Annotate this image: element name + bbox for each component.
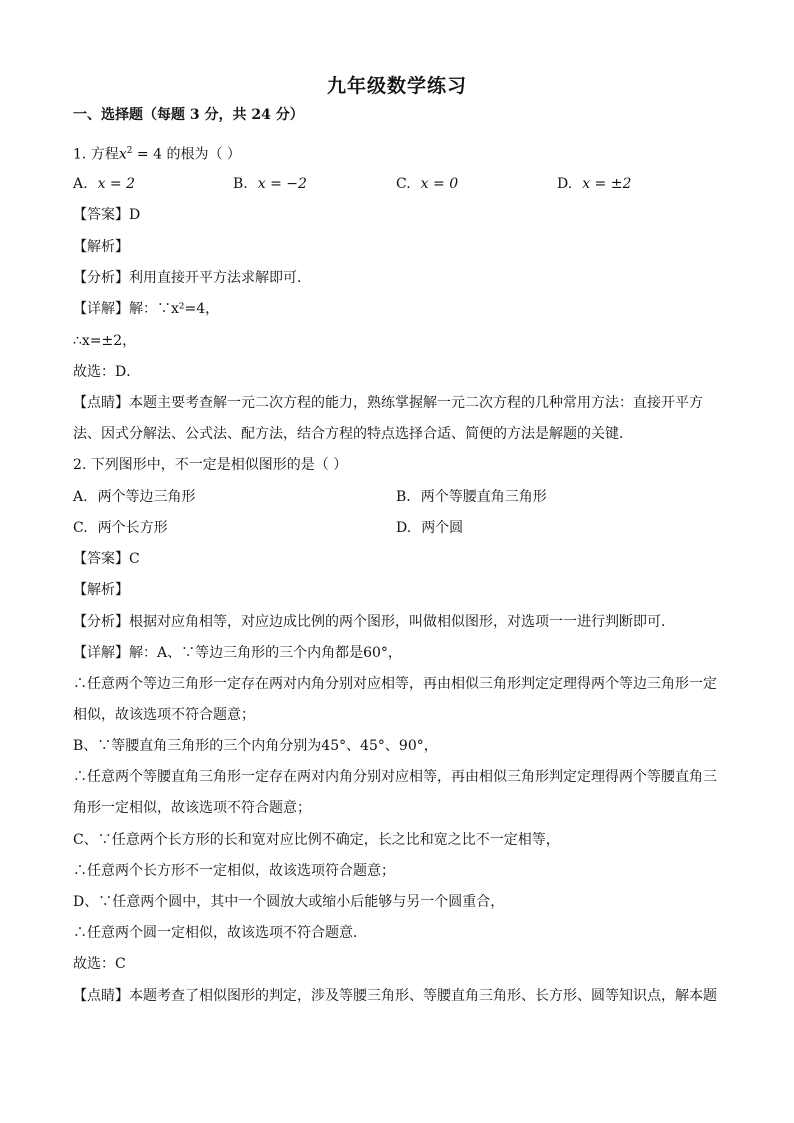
q1-step: ∴x=±2， (73, 333, 137, 349)
q1-dianjing-line1: 【点睛】本题主要考查解一元二次方程的能力，熟练掌握解一元二次方程的几种常用方法：直接开平方 (73, 395, 703, 411)
option-text: 两个圆 (421, 520, 464, 536)
q2-answer: 【答案】C (73, 551, 140, 567)
q2-d-line1: ∴任意两个圆一定相似，故该选项不符合题意． (73, 925, 367, 941)
q1-choose: 故选：D． (73, 364, 141, 380)
q1-option-d (557, 174, 631, 194)
q2-option-b (396, 487, 547, 507)
q2-option-d (396, 518, 463, 538)
section-heading: 一、选择题（每题 3 分，共 24 分） (73, 107, 304, 123)
q1-option-a (73, 174, 135, 194)
question-2-stem: 2. 下列图形中，不一定是相似图形的是（ ） (73, 457, 348, 473)
equation-base: x (118, 146, 127, 163)
q1-option-c (396, 174, 458, 194)
option-label: D. (557, 176, 573, 192)
q1-fenxi: 【分析】利用直接开平方法求解即可． (73, 270, 311, 286)
option-label: D. (396, 520, 412, 536)
q2-b-line2: 角形一定相似，故该选项不符合题意； (73, 800, 311, 816)
option-text: 两个长方形 (97, 520, 168, 536)
option-label: A. (73, 489, 88, 505)
question-1-number: 1. 方程 (73, 146, 119, 163)
option-label: A. (73, 176, 88, 192)
option-text: x = −2 (257, 176, 307, 192)
q2-a-line1: ∴任意两个等边三角形一定存在两对内角分别对应相等，再由相似三角形判定定理得两个等边三角形一定 (73, 676, 717, 692)
q1-analysis-heading: 【解析】 (73, 239, 129, 255)
q2-c-line0: C、∵任意两个长方形的长和宽对应比例不确定，长之比和宽之比不一定相等， (73, 832, 560, 848)
q2-b-line0: B、∵等腰直角三角形的三个内角分别为45°、45°、90°， (73, 738, 438, 754)
q2-xiangjie: 【详解】解：A、∵等边三角形的三个内角都是60°， (73, 645, 402, 661)
q2-dianjing: 【点睛】本题考查了相似图形的判定，涉及等腰三角形、等腰直角三角形、长方形、圆等知识点，解本题 (73, 988, 717, 1004)
q2-option-c (73, 518, 168, 538)
q1-option-b (233, 174, 307, 194)
page-title: 九年级数学练习 (326, 75, 467, 97)
q1-dianjing-line2: 法、因式分解法、公式法、配方法，结合方程的特点选择合适、简便的方法是解题的关键． (73, 426, 633, 442)
option-label: B. (396, 489, 411, 505)
q1-answer: 【答案】D (73, 207, 141, 223)
option-text: x = ±2 (582, 176, 632, 192)
q2-d-line0: D、∵任意两个圆中，其中一个圆放大或缩小后能够与另一个圆重合， (73, 894, 505, 910)
question-1-stem (73, 141, 241, 165)
q2-option-a (73, 487, 196, 507)
option-label: C. (73, 520, 88, 536)
option-label: B. (233, 176, 248, 192)
option-text: x = 0 (420, 176, 459, 192)
equation-rest: = 4 (132, 146, 162, 163)
q2-fenxi: 【分析】根据对应角相等，对应边成比例的两个图形，叫做相似图形，对选项一一进行判断即可． (73, 614, 675, 630)
q2-c-line1: ∴任意两个长方形不一定相似，故该选项符合题意； (73, 863, 395, 879)
option-text: x = 2 (97, 176, 135, 192)
q1-xiangjie: 【详解】解：∵x²=4， (73, 301, 220, 317)
question-1-tail: 的根为（ ） (162, 146, 241, 163)
q2-analysis-heading: 【解析】 (73, 582, 129, 598)
option-label: C. (396, 176, 411, 192)
option-text: 两个等腰直角三角形 (420, 489, 547, 505)
option-text: 两个等边三角形 (97, 489, 196, 505)
equation-exponent: 2 (126, 146, 133, 156)
q2-b-line1: ∴任意两个等腰直角三角形一定存在两对内角分别对应相等，再由相似三角形判定定理得两个等腰直角三 (73, 769, 717, 785)
q2-choose: 故选：C (73, 956, 126, 972)
q2-a-line2: 相似，故该选项不符合题意； (73, 707, 255, 723)
